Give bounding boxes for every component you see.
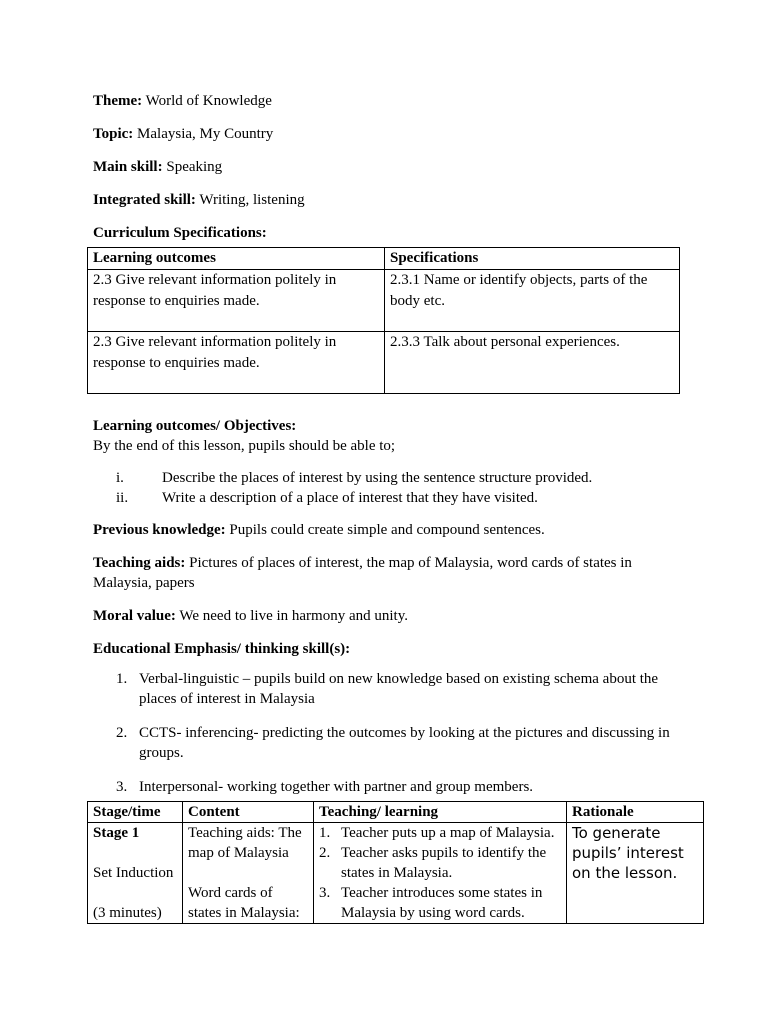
list-item: i. Describe the places of interest by using the sentence structure provided. [116,470,593,486]
curriculum-spec-table [87,247,680,394]
header-learning-outcomes: Learning outcomes [88,248,385,270]
moral-value-line: Moral value: We need to live in harmony and unity. [93,608,408,624]
teaching-learning-cell [314,823,567,924]
list-item: ii. Write a description of a place of interest that they have visited. [116,490,538,506]
table-row [88,332,680,394]
header-stage-time: Stage/time [88,802,183,823]
content-aids: Teaching aids: The map of Malaysia [188,825,302,861]
objectives-list [93,468,685,508]
list-item: 3. Interpersonal- working together with partner and group members. [116,779,534,795]
table-cell: 2.3 Give relevant information politely in response to enquiries made. [88,332,385,394]
list-item: 1. Teacher puts up a map of Malaysia. [319,825,555,841]
topic-line: Topic: Malaysia, My Country [93,126,274,142]
theme-line: Theme: World of Knowledge [93,93,272,109]
content-cell [183,823,314,924]
table-row [88,823,704,924]
emphasis-heading: Educational Emphasis/ thinking skill(s): [93,641,351,657]
header-content: Content [183,802,314,823]
header-specifications: Specifications [385,248,680,270]
main-skill-line: Main skill: Speaking [93,159,223,175]
stage-name: Set Induction [93,865,174,881]
stage-cell [88,823,183,924]
list-item: 1. Verbal-linguistic – pupils build on new knowledge based on existing schema about the places of interest in Malaysia [116,671,659,707]
stage-time: (3 minutes) [93,905,162,921]
table-cell: 2.3.1 Name or identify objects, parts of the body etc. [385,270,680,332]
header-teaching-learning: Teaching/ learning [314,802,567,823]
content-cards: Word cards of states in Malaysia: [188,885,300,921]
steps-list [319,823,561,923]
stage-title: Stage 1 [93,825,140,841]
list-item: 3. Teacher introduces some states in Malaysia by using word cards. [319,885,543,921]
header-rationale: Rationale [567,802,704,823]
rationale-cell: To generate pupils’ interest on the lesson. [567,823,704,924]
integrated-skill-line: Integrated skill: Writing, listening [93,192,305,208]
table-row [88,270,680,332]
list-item: 2. Teacher asks pupils to identify the states in Malaysia. [319,845,547,881]
previous-knowledge-line: Previous knowledge: Pupils could create simple and compound sentences. [93,522,545,538]
emphasis-list [93,669,685,797]
teaching-aids-line: Teaching aids: Pictures of places of interest, the map of Malaysia, word cards of states in Malaysia, papers [93,555,632,591]
objectives-heading: Learning outcomes/ Objectives: [93,418,297,434]
curriculum-heading: Curriculum Specifications: [93,225,267,241]
objectives-intro: By the end of this lesson, pupils should be able to; [93,438,396,454]
lesson-stage-table [87,801,704,924]
table-cell: 2.3 Give relevant information politely in response to enquiries made. [88,270,385,332]
table-header-row [88,248,680,270]
table-header-row [88,802,704,823]
table-cell: 2.3.3 Talk about personal experiences. [385,332,680,394]
list-item: 2. CCTS- inferencing- predicting the outcomes by looking at the pictures and discussing in groups. [116,725,670,761]
lesson-plan-page [93,91,685,924]
